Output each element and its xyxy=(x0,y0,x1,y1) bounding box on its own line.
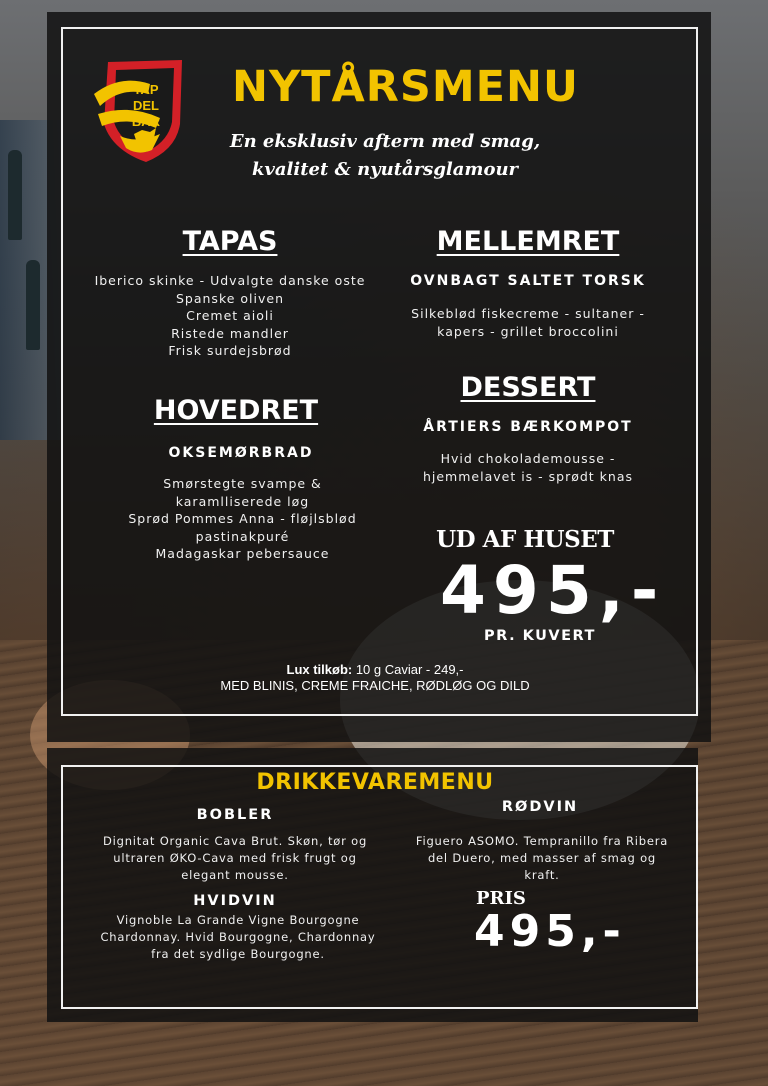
drinks-title: DRIKKEVAREMENU xyxy=(256,770,494,795)
list-item: Cremet aioli xyxy=(186,308,274,323)
tagline xyxy=(200,128,570,184)
text-line: kraft. xyxy=(524,868,560,882)
tapas-heading: TAPAS xyxy=(182,226,278,257)
hvidvin-heading: HVIDVIN xyxy=(193,893,277,909)
list-item: hjemmelavet is - sprødt knas xyxy=(422,468,634,484)
list-item: Iberico skinke - Udvalgte danske oste xyxy=(94,273,366,288)
list-item: karamlliserede løg xyxy=(175,493,310,509)
svg-text:TAP: TAP xyxy=(133,82,159,97)
list-item: Sprød Pommes Anna - fløjlsblød xyxy=(128,511,357,526)
text-line: ultraren ØKO-Cava med frisk frugt og xyxy=(113,851,357,865)
bobler-text xyxy=(92,833,378,884)
list-item: Ristede mandler xyxy=(171,325,289,341)
list-item: kapers - grillet broccolini xyxy=(437,323,619,339)
tagline-line: En eksklusiv aftern med smag, xyxy=(229,131,541,152)
mellemret-dish: OVNBAGT SALTET TORSK xyxy=(410,273,646,289)
text-line: Vignoble La Grande Vigne Bourgogne xyxy=(116,913,360,927)
text-line: Dignitat Organic Cava Brut. Skøn, tør og xyxy=(102,834,368,848)
menu-price: 495,- xyxy=(440,552,666,629)
shelf-bottle xyxy=(8,150,22,240)
list-item: Frisk surdejsbrød xyxy=(168,343,292,358)
drinks-price: 495,- xyxy=(474,906,626,957)
mellemret-list xyxy=(396,305,660,340)
lux-line-2: MED BLINIS, CREME FRAICHE, RØDLØG OG DILD xyxy=(220,678,530,693)
bobler-heading: BOBLER xyxy=(196,807,274,823)
dessert-list xyxy=(410,450,646,485)
list-item: Hvid chokolademousse - xyxy=(440,451,616,466)
hvidvin-text xyxy=(88,912,388,963)
drinks-price-label: PRIS xyxy=(476,888,526,909)
text-line: Chardonnay. Hvid Bourgogne, Chardonnay xyxy=(100,930,376,944)
lux-line xyxy=(160,662,590,678)
list-item: Madagaskar pebersauce xyxy=(155,546,330,561)
hovedret-heading: HOVEDRET xyxy=(153,395,319,426)
per-cover-label: PR. KUVERT xyxy=(484,628,596,644)
rodvin-text xyxy=(402,833,682,884)
svg-text:BAR: BAR xyxy=(131,114,161,129)
tap-del-bar-logo xyxy=(90,54,190,166)
list-item: Spanske oliven xyxy=(175,290,285,306)
hovedret-list xyxy=(105,475,380,563)
lux-label: Lux tilkøb: xyxy=(286,662,353,677)
ud-af-huset-label: UD AF HUSET xyxy=(436,526,614,553)
dessert-heading: DESSERT xyxy=(460,372,596,403)
lux-addon xyxy=(160,662,590,694)
list-item: Silkeblød fiskecreme - sultaner - xyxy=(411,306,645,321)
hovedret-dish: OKSEMØRBRAD xyxy=(168,445,314,461)
text-line: Figuero ASOMO. Tempranillo fra Ribera xyxy=(415,834,669,848)
menu-title: NYTÅRSMENU xyxy=(232,62,579,112)
svg-text:DEL: DEL xyxy=(133,98,159,113)
lux-text: 10 g Caviar - 249,- xyxy=(352,662,464,677)
text-line: del Duero, med masser af smag og xyxy=(427,851,657,865)
dessert-dish: ÅRTIERS BÆRKOMPOT xyxy=(423,419,633,435)
shelf-bottle xyxy=(26,260,40,350)
tagline-line: kvalitet & nyutårsglamour xyxy=(251,159,519,180)
list-item: Smørstegte svampe & xyxy=(163,476,322,491)
rodvin-heading: RØDVIN xyxy=(501,799,579,815)
tapas-list xyxy=(80,272,380,360)
list-item: pastinakpuré xyxy=(195,528,290,544)
mellemret-heading: MELLEMRET xyxy=(436,226,620,257)
text-line: fra det sydlige Bourgogne. xyxy=(151,947,325,961)
text-line: elegant mousse. xyxy=(181,868,289,882)
